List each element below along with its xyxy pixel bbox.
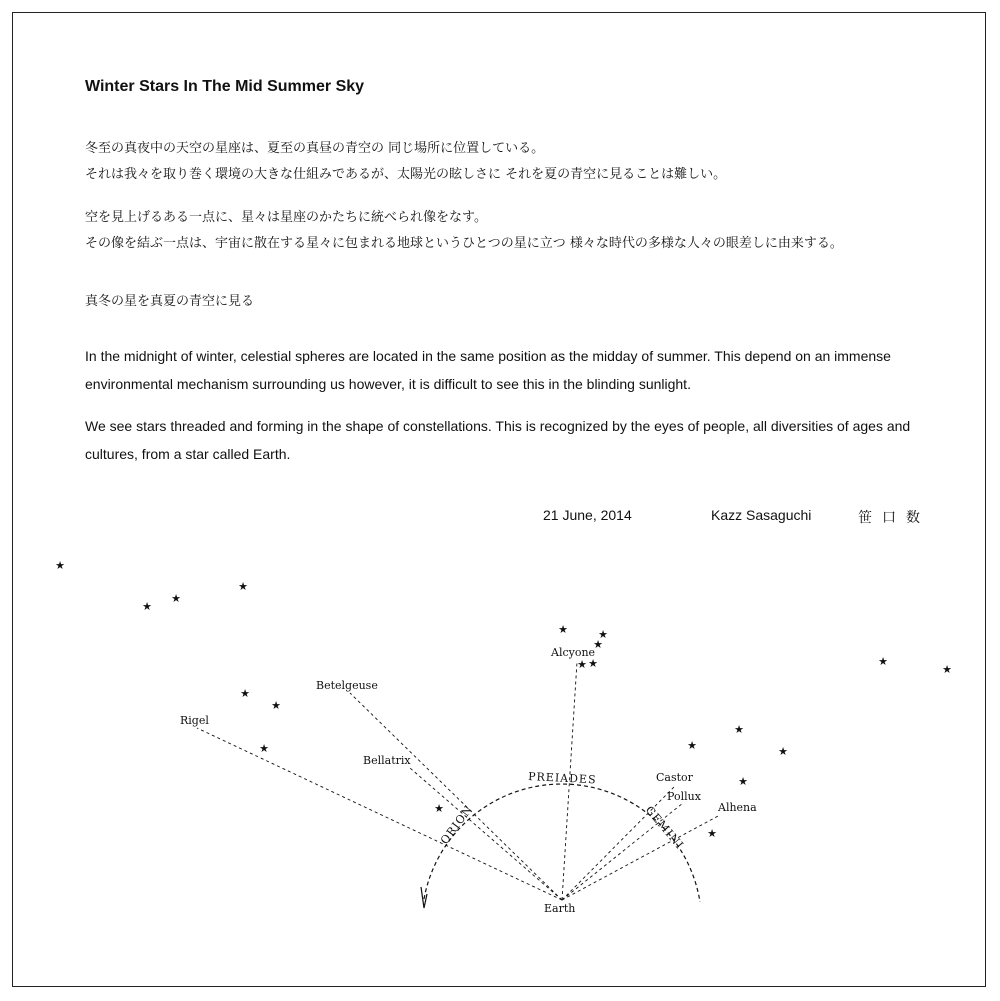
jp-line-1: 冬至の真夜中の天空の星座は、夏至の真昼の青空の 同じ場所に位置している。 <box>85 141 545 156</box>
star-label-betelgeuse: Betelgeuse <box>316 679 378 692</box>
star-icon: ★ <box>271 699 281 712</box>
sight-line-alhena <box>562 815 720 900</box>
earth-label: Earth <box>544 902 576 915</box>
en-paragraph-2: We see stars threaded and forming in the shape of constellations. This is recognized by the eyes of people, all diversities of ages and cultures, from a star called Earth. <box>85 418 911 462</box>
star-icon: ★ <box>734 723 744 736</box>
sight-lines <box>197 662 720 900</box>
sight-line-pollux <box>562 803 683 900</box>
en-paragraph-1: In the midnight of winter, celestial spheres are located in the same position as the midday of summer. This depend on an immense environmental mechanism surrounding us however, it is difficult to see this in the blinding sunlight. <box>85 348 891 392</box>
star-icon: ★ <box>588 657 598 670</box>
sight-line-betelgeuse <box>350 693 562 900</box>
signature-author-jp: 笹口数 <box>858 510 930 526</box>
jp-line-3: 空を見上げるある一点に、星々は星座のかたちに統べられ像をなす。 <box>85 210 487 225</box>
star-label-alcyone: Alcyone <box>551 646 596 659</box>
star-label-rigel: Rigel <box>180 714 209 727</box>
star-icon: ★ <box>142 600 152 613</box>
star-icon: ★ <box>238 580 248 593</box>
jp-line-2: それは我々を取り巻く環境の大きな仕組みであるが、太陽光の眩しさに それを夏の青空に見ることは難しい。 <box>85 167 727 182</box>
signature-author: Kazz Sasaguchi <box>711 507 812 523</box>
star-icon: ★ <box>593 638 603 651</box>
jp-line-4: その像を結ぶ一点は、宇宙に散在する星々に包まれる地球というひとつの星に立つ 様々な時代の多様な人々の眼差しに由来する。 <box>85 236 843 251</box>
constellation-label-preiades: PREIADES <box>527 770 597 787</box>
jp-subtitle: 真冬の星を真夏の青空に見る <box>85 294 255 309</box>
signature-date: 21 June, 2014 <box>543 507 632 523</box>
star-icon: ★ <box>259 742 269 755</box>
star-icon: ★ <box>558 623 568 636</box>
star-icon: ★ <box>738 775 748 788</box>
star-icon: ★ <box>778 745 788 758</box>
star-label-bellatrix: Bellatrix <box>363 754 411 767</box>
star-icon: ★ <box>598 628 608 641</box>
star-icon: ★ <box>434 802 444 815</box>
star-label-alhena: Alhena <box>718 801 757 814</box>
sky-arc <box>424 784 700 902</box>
star-icon: ★ <box>878 655 888 668</box>
sight-line-bellatrix <box>410 768 562 900</box>
star-icon: ★ <box>707 827 717 840</box>
sight-line-castor <box>562 785 676 900</box>
stars <box>55 559 952 840</box>
constellation-label-orion: ORION <box>437 802 476 847</box>
star-icon: ★ <box>240 687 250 700</box>
star-icon: ★ <box>577 658 587 671</box>
star-icon: ★ <box>55 559 65 572</box>
constellation-label-gemini: GEMINI <box>642 803 687 853</box>
star-icon: ★ <box>687 739 697 752</box>
star-icon: ★ <box>942 663 952 676</box>
star-label-pollux: Pollux <box>667 790 701 803</box>
star-icon: ★ <box>171 592 181 605</box>
star-label-castor: Castor <box>656 771 693 784</box>
page-title: Winter Stars In The Mid Summer Sky <box>85 78 365 95</box>
